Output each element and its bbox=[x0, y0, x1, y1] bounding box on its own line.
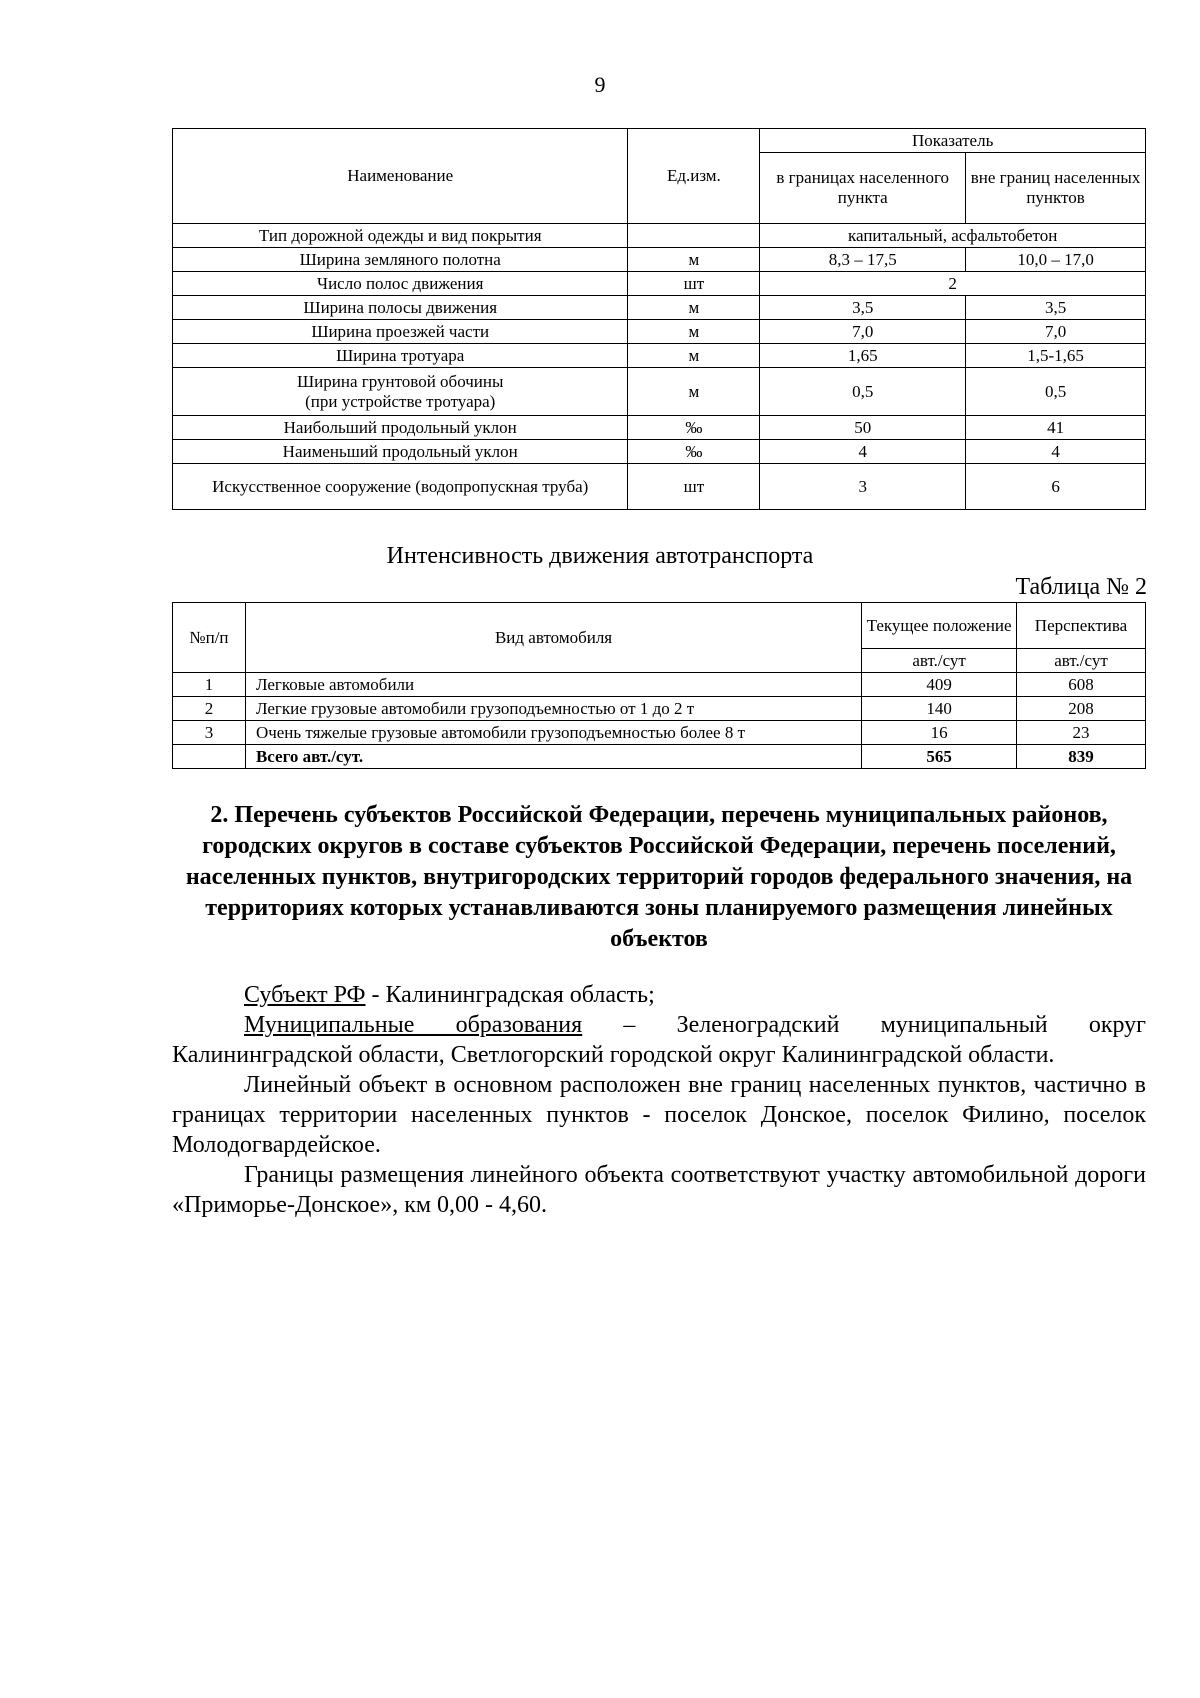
table-cell-unit: м bbox=[628, 296, 760, 320]
table-cell-inside: 1,65 bbox=[760, 344, 966, 368]
name-line-1: Ширина грунтовой обочины bbox=[297, 371, 504, 391]
total-future: 839 bbox=[1017, 745, 1146, 769]
table-cell-name: Тип дорожной одежды и вид покрытия bbox=[173, 224, 628, 248]
traffic-intensity-table bbox=[172, 602, 1146, 769]
table-cell-inside: 4 bbox=[760, 440, 966, 464]
row-future: 208 bbox=[1017, 697, 1146, 721]
table-cell-outside: 0,5 bbox=[966, 368, 1146, 416]
municipal-label: Муниципальные образования bbox=[244, 1012, 583, 1038]
table-cell-name: Ширина тротуара bbox=[173, 344, 628, 368]
subject-label: Субъект РФ bbox=[244, 982, 366, 1008]
table2-title: Интенсивность движения автотранспорта bbox=[386, 543, 814, 569]
table-cell-unit: м bbox=[628, 344, 760, 368]
header-future: Перспектива bbox=[1017, 603, 1146, 649]
table-cell-inside: 8,3 – 17,5 bbox=[760, 248, 966, 272]
table-cell-name: Наибольший продольный уклон bbox=[173, 416, 628, 440]
row-current: 409 bbox=[862, 673, 1017, 697]
row-num: 3 bbox=[173, 721, 246, 745]
road-parameters-table bbox=[172, 128, 1146, 510]
table-cell-name: Ширина земляного полотна bbox=[173, 248, 628, 272]
name-line-2: (при устройстве тротуара) bbox=[305, 391, 496, 411]
table-cell-outside: 4 bbox=[966, 440, 1146, 464]
section-heading: 2. Перечень субъектов Российской Федерации, перечень муниципальных районов, городских округов в составе субъектов Российской Федерации, перечень поселений, населенных пунктов, внутригородских территорий городов федерального значения, на территориях которых устанавливаются зоны планируемого размещения линейных объектов bbox=[185, 802, 1133, 952]
table-cell-unit: ‰ bbox=[628, 440, 760, 464]
table-cell-name: Искусственное сооружение (водопропускная труба) bbox=[173, 464, 628, 510]
municipal-paragraph bbox=[172, 1010, 1146, 1070]
table-cell-outside: 3,5 bbox=[966, 296, 1146, 320]
row-current: 140 bbox=[862, 697, 1017, 721]
table-cell-unit: шт bbox=[628, 464, 760, 510]
total-label: Всего авт./сут. bbox=[245, 745, 861, 769]
total-current: 565 bbox=[862, 745, 1017, 769]
table-cell-name: Число полос движения bbox=[173, 272, 628, 296]
total-num bbox=[173, 745, 246, 769]
table-cell-inside: 50 bbox=[760, 416, 966, 440]
municipal-text: – Зеленоградский муниципальный округ Калининградской области, Светлогорский городской округ Калининградской области. bbox=[172, 1012, 1147, 1068]
location-paragraph: Линейный объект в основном расположен вне границ населенных пунктов, частично в границах территории населенных пунктов - поселок Донское, поселок Филино, поселок Молодогвардейское. bbox=[172, 1072, 1146, 1158]
table-cell-merged: 2 bbox=[760, 272, 1146, 296]
page-number: 9 bbox=[594, 72, 606, 97]
table-cell-outside: 7,0 bbox=[966, 320, 1146, 344]
table-cell-merged: капитальный, асфальтобетон bbox=[760, 224, 1146, 248]
table-cell-unit: ‰ bbox=[628, 416, 760, 440]
table2-number: Таблица № 2 bbox=[1015, 574, 1147, 600]
row-type: Легкие грузовые автомобили грузоподъемностью от 1 до 2 т bbox=[245, 697, 861, 721]
header-inside: в границах населенного пункта bbox=[760, 153, 966, 224]
table-cell-inside: 7,0 bbox=[760, 320, 966, 344]
boundaries-paragraph: Границы размещения линейного объекта соответствуют участку автомобильной дороги «Приморье-Донское», км 0,00 - 4,60. bbox=[172, 1162, 1146, 1218]
table-cell-name bbox=[173, 368, 628, 416]
header-current: Текущее положение bbox=[862, 603, 1017, 649]
table-cell-outside: 10,0 – 17,0 bbox=[966, 248, 1146, 272]
header-type: Вид автомобиля bbox=[245, 603, 861, 673]
header-outside: вне границ населенных пунктов bbox=[966, 153, 1146, 224]
subject-text: - Калининградская область; bbox=[365, 982, 655, 1008]
table-cell-inside: 0,5 bbox=[760, 368, 966, 416]
table-cell-inside: 3,5 bbox=[760, 296, 966, 320]
row-future: 608 bbox=[1017, 673, 1146, 697]
table-cell-inside: 3 bbox=[760, 464, 966, 510]
table-cell-unit: м bbox=[628, 320, 760, 344]
row-future: 23 bbox=[1017, 721, 1146, 745]
row-type: Очень тяжелые грузовые автомобили грузоподъемностью более 8 т bbox=[245, 721, 861, 745]
header-unit-current: авт./сут bbox=[862, 649, 1017, 673]
header-indicator: Показатель bbox=[760, 129, 1146, 153]
table-cell-unit: м bbox=[628, 368, 760, 416]
header-name: Наименование bbox=[173, 129, 628, 224]
row-num: 2 bbox=[173, 697, 246, 721]
row-current: 16 bbox=[862, 721, 1017, 745]
table-cell-name: Наименьший продольный уклон bbox=[173, 440, 628, 464]
table-cell-outside: 6 bbox=[966, 464, 1146, 510]
header-num: №п/п bbox=[173, 603, 246, 673]
body-text bbox=[172, 980, 1146, 1220]
row-type: Легковые автомобили bbox=[245, 673, 861, 697]
table-cell-name: Ширина проезжей части bbox=[173, 320, 628, 344]
table-cell-unit: шт bbox=[628, 272, 760, 296]
header-unit: Ед.изм. bbox=[628, 129, 760, 224]
table-cell-unit: м bbox=[628, 248, 760, 272]
table-cell-name: Ширина полосы движения bbox=[173, 296, 628, 320]
row-num: 1 bbox=[173, 673, 246, 697]
table-cell-outside: 1,5-1,65 bbox=[966, 344, 1146, 368]
header-unit-future: авт./сут bbox=[1017, 649, 1146, 673]
subject-paragraph bbox=[172, 980, 1146, 1010]
table-cell-unit bbox=[628, 224, 760, 248]
table-cell-outside: 41 bbox=[966, 416, 1146, 440]
